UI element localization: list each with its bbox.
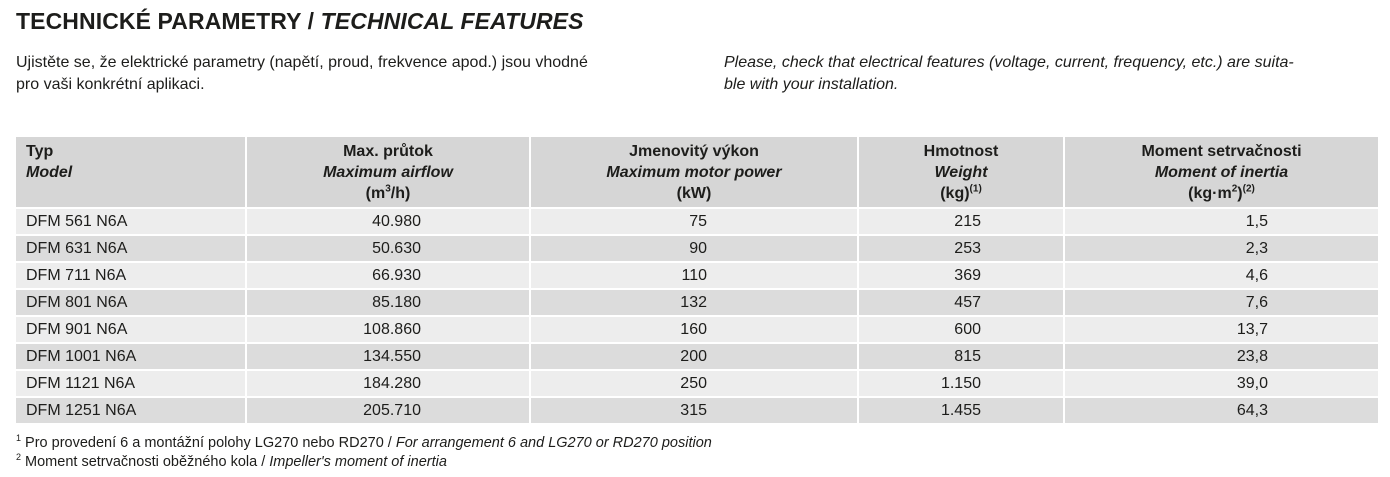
intro-en [724, 52, 1374, 96]
cell-inertia: 64,3 [1065, 398, 1378, 425]
cell-weight: 369 [859, 263, 1063, 290]
header-airflow-en: Maximum airflow [323, 164, 453, 181]
cell-weight: 215 [859, 209, 1063, 236]
cell-power: 160 [531, 317, 857, 344]
header-power-en: Maximum motor power [606, 164, 782, 181]
footnotes [16, 434, 712, 472]
cell-airflow: 85.180 [247, 290, 529, 317]
cell-inertia: 13,7 [1065, 317, 1378, 344]
cell-model: DFM 1001 N6A [16, 344, 245, 371]
intro-cz [16, 52, 696, 96]
cell-airflow: 66.930 [247, 263, 529, 290]
header-weight-unit: (kg)$^{(1)}$ [940, 183, 982, 202]
cell-model: DFM 901 N6A [16, 317, 245, 344]
header-airflow-unit: $(m^3/h)$ [365, 183, 411, 202]
footnote-2: $^2$ Moment setrvačnosti oběžného kola / Impeller's moment of inertia [16, 452, 447, 470]
header-model-cz: Typ [26, 143, 54, 160]
header-power-cz: Jmenovitý výkon [629, 143, 759, 160]
cell-weight: 815 [859, 344, 1063, 371]
cell-model: DFM 561 N6A [16, 209, 245, 236]
header-inertia-cz: Moment setrvačnosti [1141, 143, 1302, 160]
cell-power: 315 [531, 398, 857, 425]
cell-airflow: 134.550 [247, 344, 529, 371]
cell-weight: 1.455 [859, 398, 1063, 425]
cell-weight: 253 [859, 236, 1063, 263]
header-weight [859, 137, 1063, 209]
cell-model: DFM 1121 N6A [16, 371, 245, 398]
table-row [16, 236, 1378, 263]
cell-model: DFM 711 N6A [16, 263, 245, 290]
header-weight-en: Weight [934, 164, 988, 181]
cell-inertia: 2,3 [1065, 236, 1378, 263]
intro-en-line2: ble with your installation. [724, 76, 899, 93]
table-row [16, 371, 1378, 398]
table-row [16, 398, 1378, 425]
page-title [16, 8, 584, 35]
header-weight-cz: Hmotnost [923, 143, 999, 160]
header-airflow [247, 137, 529, 209]
header-inertia-en: Moment of inertia [1154, 164, 1289, 181]
cell-power: 75 [531, 209, 857, 236]
cell-airflow: 40.980 [247, 209, 529, 236]
cell-weight: 600 [859, 317, 1063, 344]
technical-features-table [14, 137, 1380, 425]
table-row [16, 344, 1378, 371]
cell-inertia: 4,6 [1065, 263, 1378, 290]
intro-en-line1: Please, check that electrical features (voltage, current, frequency, etc.) are suita- [724, 54, 1294, 71]
cell-airflow: 184.280 [247, 371, 529, 398]
cell-power: 110 [531, 263, 857, 290]
table-row [16, 209, 1378, 236]
cell-power: 132 [531, 290, 857, 317]
cell-inertia: 39,0 [1065, 371, 1378, 398]
cell-model: DFM 1251 N6A [16, 398, 245, 425]
header-airflow-cz: Max. průtok [343, 143, 433, 160]
header-power-unit: (kW) [676, 185, 712, 202]
header-power [531, 137, 857, 209]
header-model-en: Model [26, 164, 73, 181]
footnote-1: $^1$ Pro provedení 6 a montážní polohy LG270 nebo RD270 / For arrangement 6 and LG270 or RD270 position [16, 433, 712, 451]
table-row [16, 317, 1378, 344]
cell-inertia: 7,6 [1065, 290, 1378, 317]
cell-airflow: 205.710 [247, 398, 529, 425]
header-model [16, 137, 245, 209]
cell-model: DFM 631 N6A [16, 236, 245, 263]
intro-cz-line1: Ujistěte se, že elektrické parametry (napětí, proud, frekvence apod.) jsou vhodné [16, 54, 588, 71]
cell-weight: 1.150 [859, 371, 1063, 398]
cell-power: 90 [531, 236, 857, 263]
intro-cz-line2: pro vaši konkrétní aplikaci. [16, 76, 205, 93]
cell-airflow: 50.630 [247, 236, 529, 263]
header-inertia-unit: $(kg\cdot m^2)^{(2)}$ [1188, 183, 1255, 202]
cell-weight: 457 [859, 290, 1063, 317]
cell-inertia: 1,5 [1065, 209, 1378, 236]
header-inertia [1065, 137, 1378, 209]
title-cz: TECHNICKÉ PARAMETRY / [16, 8, 315, 34]
cell-inertia: 23,8 [1065, 344, 1378, 371]
cell-model: DFM 801 N6A [16, 290, 245, 317]
cell-power: 250 [531, 371, 857, 398]
cell-power: 200 [531, 344, 857, 371]
table-row [16, 263, 1378, 290]
table-row [16, 290, 1378, 317]
title-en: TECHNICAL FEATURES [320, 8, 584, 34]
cell-airflow: 108.860 [247, 317, 529, 344]
table-header-row [16, 137, 1378, 209]
